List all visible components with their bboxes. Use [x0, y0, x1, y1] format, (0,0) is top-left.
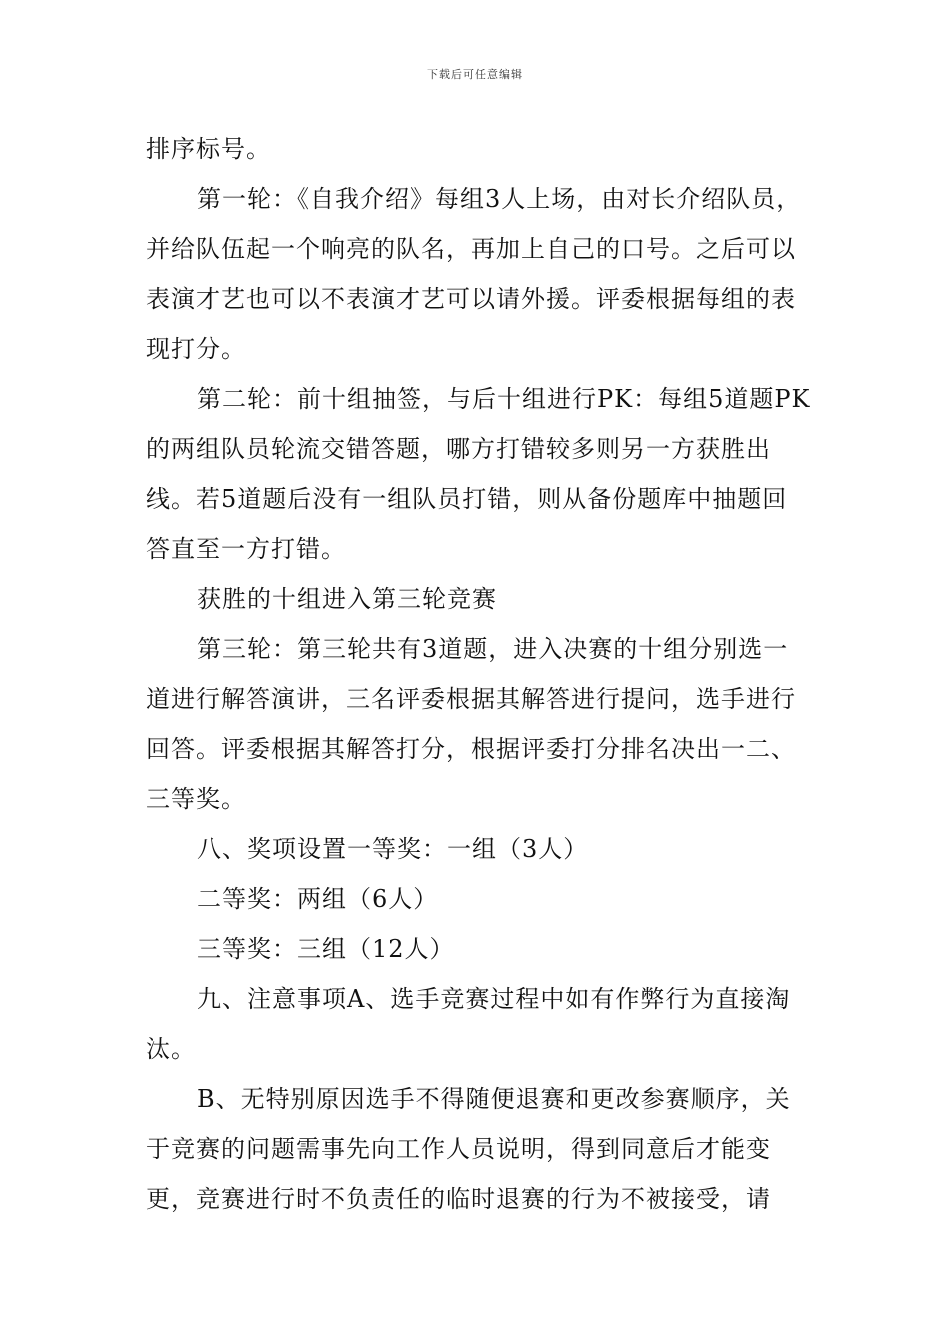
paragraph-round-two: 第二轮：前十组抽签，与后十组进行PK：每组5道题PK的两组队员轮流交错答题，哪方打错较多则另一方获胜出线。若5道题后没有一组队员打错，则从备份题库中抽题回答直至一方打错。	[146, 385, 811, 563]
paragraph-round-one: 第一轮：《自我介绍》每组3人上场，由对长介绍队员，并给队伍起一个响亮的队名，再加上自己的口号。之后可以表演才艺也可以不表演才艺可以请外援。评委根据每组的表现打分。	[146, 185, 802, 363]
paragraph-round-three: 第三轮：第三轮共有3道题，进入决赛的十组分别选一道进行解答演讲，三名评委根据其解答进行提问，选手进行回答。评委根据其解答打分，根据评委打分排名决出一二、三等奖。	[146, 635, 796, 813]
paragraph-third-prize: 三等奖：三组（12人）	[197, 935, 455, 963]
paragraph-second-prize: 二等奖：两组（6人）	[197, 885, 439, 913]
page-header: 下载后可任意编辑	[427, 68, 523, 81]
paragraph-notes-a: 九、注意事项A、选手竞赛过程中如有作弊行为直接淘汰。	[146, 985, 791, 1063]
paragraph-sort-number: 排序标号。	[146, 135, 271, 163]
paragraph-first-prize: 八、奖项设置一等奖：一组（3人）	[197, 835, 589, 863]
paragraph-notes-b: B、无特别原因选手不得随便退赛和更改参赛顺序，关于竞赛的问题需事先向工作人员说明，得到同意后才能变更，竞赛进行时不负责任的临时退赛的行为不被接受，请	[146, 1085, 791, 1213]
paragraph-winners-advance: 获胜的十组进入第三轮竞赛	[197, 585, 497, 613]
document-body	[146, 124, 811, 1224]
